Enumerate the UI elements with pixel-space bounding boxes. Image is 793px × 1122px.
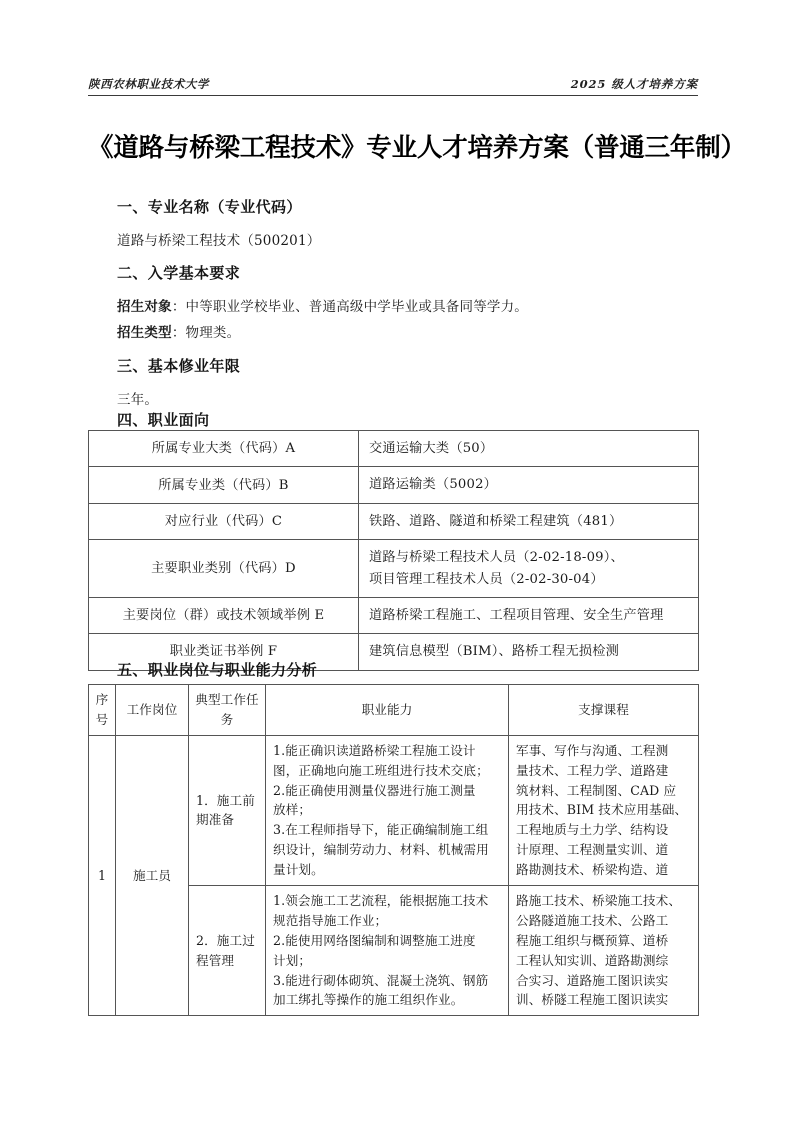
admission-type-line [117, 321, 240, 341]
column-header-task [189, 685, 266, 736]
section-heading-admission: 二、入学基本要求 [117, 264, 241, 282]
course-line: 合实习、道路施工图识读实 [516, 972, 669, 988]
value-line: 道路桥梁工程施工、工程项目管理、安全生产管理 [369, 607, 664, 623]
value-line: 道路与桥梁工程技术人员（2-02-18-09）、 [369, 550, 624, 566]
table-row [89, 597, 699, 633]
row-task [189, 735, 266, 885]
course-line: 公路隧道施工技术、公路工 [516, 912, 669, 928]
course-line: 军事、写作与沟通、工程测 [516, 742, 669, 758]
orientation-value [359, 467, 699, 503]
course-line: 工程地质与土力学、结构设 [516, 822, 669, 838]
ability-line: 1.领会施工工艺流程，能根据施工技术 [273, 893, 489, 909]
ability-line: 图，正确地向施工班组进行技术交底； [273, 762, 489, 778]
column-header-index [89, 685, 116, 736]
competency-table-body [89, 735, 699, 1016]
orientation-value-lines [369, 605, 688, 626]
course-lines [516, 741, 691, 880]
row-course [509, 735, 699, 885]
orientation-value-lines [369, 547, 688, 590]
value-line: 铁路、道路、隧道和桥梁工程建筑（481） [369, 513, 623, 529]
orientation-label: 主要岗位（群）或技术领域举例 E [89, 597, 359, 633]
orientation-value-lines [369, 438, 688, 459]
ability-line: 规范指导施工作业； [273, 912, 388, 928]
column-header-course [509, 685, 699, 736]
value-line: 道路运输类（5002） [369, 477, 498, 493]
ability-lines [273, 741, 501, 880]
task-label: 2．施工过程管理 [196, 932, 255, 968]
course-line: 路施工技术、桥梁施工技术、 [516, 893, 682, 909]
course-line: 计原理、工程测量实训、道 [516, 842, 669, 858]
table-row [89, 735, 699, 885]
value-line: 建筑信息模型（BIM）、路桥工程无损检测 [369, 644, 619, 660]
course-line: 工程认知实训、道路勘测综 [516, 952, 669, 968]
header-label: 序号 [95, 692, 109, 727]
orientation-value-lines [369, 641, 688, 662]
course-line: 路勘测技术、桥梁构造、道 [516, 862, 669, 878]
ability-line: 3.能进行砌体砌筑、混凝土浇筑、钢筋 [273, 972, 489, 988]
row-index: 1 [89, 735, 116, 1016]
row-course [509, 886, 699, 1016]
ability-line: 放样； [273, 802, 312, 818]
table-row [89, 467, 699, 503]
column-header-ability [266, 685, 509, 736]
header-label: 工作岗位 [126, 701, 178, 717]
table-row [89, 540, 699, 598]
ability-lines [273, 891, 501, 1010]
table-header-row [89, 685, 699, 736]
ability-line: 3.在工程师指导下，能正确编制施工组 [273, 822, 489, 838]
course-line: 训、桥隧工程施工图识读实 [516, 992, 669, 1008]
row-ability [266, 886, 509, 1016]
header-plan-year: 2025 级人才培养方案 [570, 77, 698, 91]
orientation-value [359, 540, 699, 598]
orientation-label: 职业类证书举例 F [89, 634, 359, 670]
post-competency-table [88, 684, 699, 1016]
orientation-label: 主要职业类别（代码）D [89, 540, 359, 598]
occupational-orientation-table [88, 430, 699, 671]
course-line: 量技术、工程力学、道路建 [516, 762, 669, 778]
competency-table-head [89, 685, 699, 736]
task-label: 1．施工前期准备 [196, 792, 255, 828]
table-row [89, 503, 699, 539]
value-line: 交通运输大类（50） [369, 441, 494, 456]
column-header-post [116, 685, 189, 736]
admission-type-value: ：物理类。 [171, 325, 241, 341]
row-ability [266, 735, 509, 885]
orientation-label: 对应行业（代码）C [89, 503, 359, 539]
page-title: 《道路与桥梁工程技术》专业人才培养方案（普通三年制） [88, 133, 746, 163]
section-heading-orientation: 四、职业面向 [117, 411, 210, 429]
admission-type-label: 招生类型 [117, 325, 172, 341]
orientation-value-lines [369, 474, 688, 495]
header-institution: 陕西农林职业技术大学 [88, 77, 209, 91]
course-line: 筑材料、工程制图、CAD 应 [516, 782, 677, 798]
ability-line: 织设计，编制劳动力、材料、机械需用 [273, 842, 489, 858]
header-label: 职业能力 [361, 701, 413, 717]
course-line: 程施工组织与概预算、道桥 [516, 932, 669, 948]
table-row [89, 431, 699, 467]
ability-line: 2.能正确使用测量仪器进行施工测量 [273, 782, 476, 798]
running-header [88, 70, 698, 96]
admission-target-value: ：中等职业学校毕业、普通高级中学毕业或具备同等学力。 [171, 299, 529, 315]
ability-line: 1.能正确识读道路桥梁工程施工设计 [273, 742, 476, 758]
orientation-value-lines [369, 511, 688, 532]
orientation-table-body [89, 431, 699, 671]
course-line: 用技术、BIM 技术应用基础、 [516, 802, 688, 818]
orientation-value [359, 503, 699, 539]
duration-value: 三年。 [117, 392, 159, 408]
ability-line: 2.能使用网络图编制和调整施工进度 [273, 932, 476, 948]
row-task [189, 886, 266, 1016]
header-label: 典型工作任务 [195, 692, 259, 727]
orientation-value [359, 634, 699, 670]
ability-line: 量计划。 [273, 862, 324, 878]
header-label: 支撑课程 [578, 701, 629, 717]
admission-target-line [117, 295, 528, 315]
row-post: 施工员 [116, 735, 189, 1016]
course-lines [516, 891, 691, 1010]
ability-line: 加工绑扎等操作的施工组织作业。 [273, 992, 464, 1008]
section-heading-competency: 五、职业岗位与职业能力分析 [117, 661, 318, 679]
section-heading-major-name: 一、专业名称（专业代码） [117, 198, 302, 216]
orientation-value [359, 431, 699, 467]
major-name-value: 道路与桥梁工程技术（500201） [117, 233, 321, 249]
orientation-label: 所属专业大类（代码）A [89, 431, 359, 467]
value-line: 项目管理工程技术人员（2-02-30-04） [369, 571, 604, 587]
section-heading-duration: 三、基本修业年限 [117, 357, 241, 375]
admission-target-label: 招生对象 [117, 299, 172, 315]
orientation-value [359, 597, 699, 633]
ability-line: 计划； [273, 952, 312, 968]
orientation-label: 所属专业类（代码）B [89, 467, 359, 503]
